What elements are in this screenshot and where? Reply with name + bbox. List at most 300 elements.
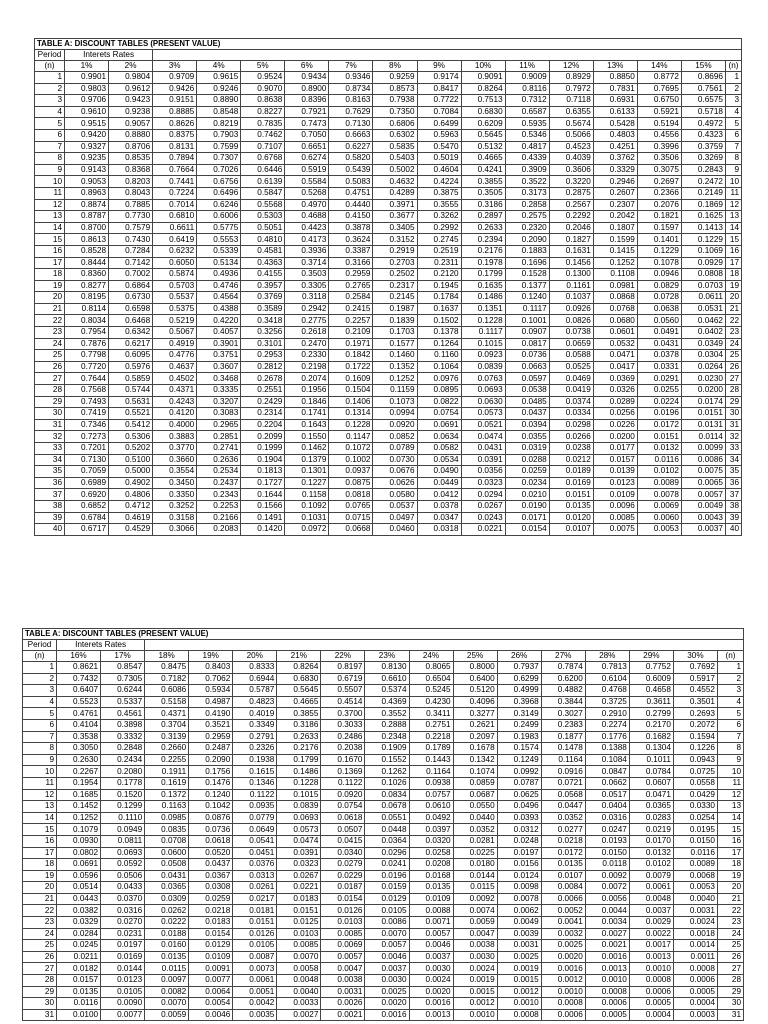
discount-factor-cell: 0.0107 — [541, 870, 585, 882]
discount-factor-cell: 0.0086 — [365, 917, 409, 929]
discount-factor-cell: 0.8696 — [681, 72, 725, 84]
table-title: TABLE A: DISCOUNT TABLES (PRESENT VALUE) — [23, 629, 189, 640]
discount-factor-cell: 0.2218 — [409, 731, 453, 743]
period-cell-right: 4 — [725, 106, 741, 118]
discount-factor-cell: 0.0008 — [673, 963, 717, 975]
discount-factor-cell: 0.8613 — [65, 234, 109, 246]
period-cell-right: 17 — [717, 847, 743, 859]
table-row — [23, 975, 744, 987]
discount-factor-cell: 0.0802 — [57, 847, 101, 859]
discount-factor-cell: 0.5507 — [321, 685, 365, 697]
discount-factor-cell: 0.0059 — [145, 1009, 189, 1021]
period-cell: 11 — [23, 777, 57, 789]
discount-factor-cell: 0.8195 — [65, 292, 109, 304]
table-row — [23, 731, 744, 743]
discount-factor-cell: 0.0568 — [541, 789, 585, 801]
rate-header: 4% — [197, 61, 241, 72]
discount-factor-cell: 0.0090 — [101, 998, 145, 1010]
discount-factor-cell: 0.0151 — [637, 431, 681, 443]
table-row — [23, 963, 744, 975]
discount-factor-cell: 0.0017 — [629, 940, 673, 952]
discount-factor-cell: 0.7692 — [673, 662, 717, 674]
discount-factor-cell: 0.0115 — [453, 882, 497, 894]
discount-factor-cell: 0.1599 — [593, 234, 637, 246]
discount-factor-cell: 0.0365 — [145, 882, 189, 894]
period-cell-right: 25 — [717, 940, 743, 952]
discount-factor-cell: 0.2487 — [189, 743, 233, 755]
discount-factor-cell: 0.0109 — [189, 951, 233, 963]
discount-factor-cell: 0.4761 — [57, 708, 101, 720]
discount-factor-cell: 0.2575 — [505, 211, 549, 223]
table-title: TABLE A: DISCOUNT TABLES (PRESENT VALUE) — [35, 39, 197, 50]
period-cell-right: 21 — [717, 893, 743, 905]
discount-factor-cell: 0.0049 — [681, 500, 725, 512]
discount-factor-cell: 0.5874 — [153, 269, 197, 281]
discount-factor-cell: 0.2120 — [417, 269, 461, 281]
discount-factor-cell: 0.8963 — [65, 187, 109, 199]
discount-factor-cell: 0.2311 — [417, 257, 461, 269]
table-row — [35, 524, 742, 536]
interest-label-row — [23, 640, 744, 651]
discount-factor-cell: 0.4936 — [197, 269, 241, 281]
discount-factor-cell: 0.5835 — [373, 141, 417, 153]
period-cell-right: 8 — [717, 743, 743, 755]
discount-factor-cell: 0.0447 — [541, 801, 585, 813]
discount-factor-cell: 0.0329 — [57, 917, 101, 929]
discount-factor-cell: 0.3677 — [373, 211, 417, 223]
discount-factor-cell: 0.0224 — [637, 396, 681, 408]
table-row — [23, 847, 744, 859]
discount-factor-cell: 0.0491 — [637, 327, 681, 339]
discount-factor-cell: 0.0241 — [365, 859, 409, 871]
discount-factor-cell: 0.3186 — [277, 719, 321, 731]
discount-factor-cell: 0.0037 — [629, 905, 673, 917]
discount-factor-cell: 0.2843 — [681, 164, 725, 176]
discount-factor-cell: 0.9524 — [241, 72, 285, 84]
discount-factor-cell: 0.3555 — [417, 199, 461, 211]
discount-factor-cell: 0.0177 — [593, 443, 637, 455]
period-cell: 32 — [35, 431, 65, 443]
discount-factor-cell: 0.9327 — [65, 141, 109, 153]
discount-factor-cell: 0.0721 — [541, 777, 585, 789]
discount-factor-cell: 0.0005 — [673, 986, 717, 998]
discount-factor-cell: 0.4423 — [285, 222, 329, 234]
discount-factor-cell: 0.2415 — [329, 303, 373, 315]
discount-factor-cell: 0.1415 — [593, 245, 637, 257]
discount-factor-cell: 0.0600 — [145, 847, 189, 859]
discount-factor-cell: 0.0949 — [101, 824, 145, 836]
discount-factor-cell: 0.1252 — [593, 257, 637, 269]
discount-factor-cell: 0.1625 — [681, 211, 725, 223]
discount-factor-cell: 0.7050 — [285, 129, 329, 141]
discount-factor-cell: 0.0004 — [673, 998, 717, 1010]
discount-factor-cell: 0.0364 — [365, 835, 409, 847]
discount-factor-cell: 0.0231 — [101, 928, 145, 940]
discount-factor-cell: 0.0938 — [409, 777, 453, 789]
discount-factor-cell: 0.9235 — [65, 153, 109, 165]
period-cell: 22 — [35, 315, 65, 327]
discount-factor-cell: 0.3252 — [153, 500, 197, 512]
discount-factor-cell: 0.0630 — [461, 396, 505, 408]
discount-factor-cell: 0.0412 — [417, 489, 461, 501]
table-row — [23, 824, 744, 836]
discount-factor-cell: 0.1342 — [453, 754, 497, 766]
discount-factor-cell: 0.0135 — [57, 986, 101, 998]
discount-factor-cell: 0.1999 — [241, 443, 285, 455]
discount-factor-cell: 0.1491 — [241, 512, 285, 524]
discount-factor-cell: 0.0105 — [233, 940, 277, 952]
discount-factor-cell: 0.0072 — [585, 882, 629, 894]
discount-factor-cell: 0.0126 — [321, 905, 365, 917]
discount-factor-cell: 0.3066 — [153, 524, 197, 536]
discount-factor-cell: 0.0169 — [101, 951, 145, 963]
discount-factor-cell: 0.7629 — [329, 106, 373, 118]
discount-factor-cell: 0.0298 — [549, 419, 593, 431]
period-cell: 6 — [23, 719, 57, 731]
discount-factor-cell: 0.8000 — [453, 662, 497, 674]
discount-factor-cell: 0.0079 — [629, 870, 673, 882]
period-cell-right: 3 — [725, 95, 741, 107]
discount-factor-cell: 0.8621 — [57, 662, 101, 674]
discount-factor-cell: 0.6355 — [549, 106, 593, 118]
period-cell-right: 6 — [717, 719, 743, 731]
discount-factor-cell: 0.1682 — [629, 731, 673, 743]
discount-factor-cell: 0.2486 — [321, 731, 365, 743]
discount-factor-cell: 0.1262 — [365, 766, 409, 778]
discount-factor-cell: 0.1520 — [101, 789, 145, 801]
discount-factor-cell: 0.0151 — [549, 489, 593, 501]
discount-factor-cell: 0.0262 — [145, 905, 189, 917]
rate-header: 3% — [153, 61, 197, 72]
discount-factor-cell: 0.0875 — [329, 477, 373, 489]
discount-factor-cell: 0.0736 — [189, 824, 233, 836]
period-cell-right: 31 — [717, 1009, 743, 1021]
discount-factor-cell: 0.6750 — [637, 95, 681, 107]
discount-factor-cell: 0.7312 — [505, 95, 549, 107]
period-cell: 3 — [35, 95, 65, 107]
discount-factor-cell: 0.0415 — [321, 835, 365, 847]
discount-factor-cell: 0.5674 — [549, 118, 593, 130]
discount-factor-cell: 0.5744 — [109, 385, 153, 397]
discount-factor-cell: 0.0288 — [505, 454, 549, 466]
discount-factor-cell: 0.0659 — [549, 338, 593, 350]
discount-factor-cell: 0.1954 — [57, 777, 101, 789]
discount-factor-cell: 0.1163 — [145, 801, 189, 813]
discount-factor-cell: 0.9091 — [461, 72, 505, 84]
discount-factor-cell: 0.1839 — [373, 315, 417, 327]
discount-factor-cell: 0.1486 — [461, 292, 505, 304]
discount-factor-cell: 0.0006 — [541, 1009, 585, 1021]
discount-factor-cell: 0.1443 — [409, 754, 453, 766]
discount-factor-cell: 0.0027 — [277, 1009, 321, 1021]
table-row — [23, 893, 744, 905]
discount-factor-cell: 0.4323 — [681, 129, 725, 141]
discount-factor-cell: 0.1938 — [233, 754, 277, 766]
discount-factor-cell: 0.0349 — [681, 338, 725, 350]
discount-factor-cell: 0.6931 — [593, 95, 637, 107]
discount-factor-cell: 0.4776 — [153, 350, 197, 362]
discount-factor-cell: 0.1727 — [241, 477, 285, 489]
discount-factor-cell: 0.5859 — [109, 373, 153, 385]
discount-factor-cell: 0.1069 — [681, 245, 725, 257]
discount-factor-cell: 0.0757 — [409, 789, 453, 801]
discount-factor-cell: 0.2633 — [461, 222, 505, 234]
discount-factor-cell: 0.0053 — [673, 882, 717, 894]
discount-factor-cell: 0.0316 — [585, 812, 629, 824]
discount-factor-cell: 0.0054 — [189, 998, 233, 1010]
discount-factor-cell: 0.7493 — [65, 396, 109, 408]
table-row — [23, 859, 744, 871]
discount-factor-cell: 0.2083 — [197, 524, 241, 536]
discount-factor-cell: 0.0994 — [373, 408, 417, 420]
table-row — [23, 835, 744, 847]
discount-factor-cell: 0.0058 — [277, 963, 321, 975]
discount-factor-cell: 0.4970 — [285, 199, 329, 211]
discount-factor-cell: 0.0129 — [189, 940, 233, 952]
discount-factor-cell: 0.0808 — [681, 269, 725, 281]
discount-factor-cell: 0.0308 — [189, 882, 233, 894]
period-cell: 16 — [35, 245, 65, 257]
discount-factor-cell: 0.0404 — [585, 801, 629, 813]
discount-factor-cell: 0.0365 — [629, 801, 673, 813]
table-row — [35, 477, 742, 489]
period-cell: 24 — [35, 338, 65, 350]
discount-factor-cell: 0.5521 — [109, 408, 153, 420]
discount-factor-cell: 0.3759 — [681, 141, 725, 153]
discount-factor-cell: 0.1084 — [585, 754, 629, 766]
discount-factor-cell: 0.2630 — [57, 754, 101, 766]
discount-factor-cell: 0.6246 — [197, 199, 241, 211]
discount-factor-cell: 0.5132 — [461, 141, 505, 153]
discount-factor-cell: 0.7720 — [65, 361, 109, 373]
discount-factor-cell: 0.0331 — [637, 361, 681, 373]
discount-factor-cell: 0.7938 — [373, 95, 417, 107]
discount-factor-cell: 0.0920 — [321, 789, 365, 801]
discount-factor-cell: 0.2660 — [145, 743, 189, 755]
discount-factor-cell: 0.1031 — [285, 512, 329, 524]
discount-factor-cell: 0.0033 — [277, 998, 321, 1010]
discount-factor-cell: 0.0100 — [57, 1009, 101, 1021]
discount-factor-cell: 0.1983 — [497, 731, 541, 743]
discount-factor-cell: 0.1379 — [285, 454, 329, 466]
discount-factor-cell: 0.0573 — [277, 824, 321, 836]
period-cell-right: 22 — [725, 315, 741, 327]
period-cell-right: 32 — [725, 431, 741, 443]
period-cell: 25 — [35, 350, 65, 362]
discount-factor-cell: 0.0091 — [189, 963, 233, 975]
discount-factor-cell: 0.0013 — [585, 963, 629, 975]
discount-factor-cell: 0.2888 — [365, 719, 409, 731]
discount-factor-cell: 0.2499 — [497, 719, 541, 731]
discount-factor-cell: 0.8548 — [197, 106, 241, 118]
period-cell: 15 — [35, 234, 65, 246]
discount-factor-cell: 0.0225 — [453, 847, 497, 859]
discount-factor-cell: 0.0014 — [673, 940, 717, 952]
period-cell: 13 — [23, 801, 57, 813]
discount-factor-cell: 0.6104 — [585, 673, 629, 685]
discount-factor-cell: 0.0092 — [453, 893, 497, 905]
discount-factor-cell: 0.0318 — [417, 524, 461, 536]
discount-factor-cell: 0.0020 — [365, 998, 409, 1010]
discount-factor-cell: 0.0053 — [637, 524, 681, 536]
discount-factor-cell: 0.4514 — [321, 696, 365, 708]
period-cell: 30 — [35, 408, 65, 420]
discount-factor-cell: 0.0057 — [681, 489, 725, 501]
discount-factor-cell: 0.0135 — [409, 882, 453, 894]
discount-factor-cell: 0.2551 — [241, 385, 285, 397]
discount-factor-cell: 0.0040 — [277, 986, 321, 998]
period-cell: 9 — [35, 164, 65, 176]
discount-factor-cell: 0.2274 — [585, 719, 629, 731]
discount-factor-cell: 0.0326 — [593, 385, 637, 397]
discount-factor-cell: 0.7561 — [681, 83, 725, 95]
discount-factor-cell: 0.1378 — [417, 327, 461, 339]
discount-factor-cell: 0.4806 — [109, 489, 153, 501]
discount-factor-cell: 0.0309 — [145, 893, 189, 905]
discount-factor-cell: 0.7350 — [373, 106, 417, 118]
discount-factor-cell: 0.0254 — [673, 812, 717, 824]
period-cell: 19 — [35, 280, 65, 292]
discount-factor-cell: 0.2314 — [241, 408, 285, 420]
discount-factor-cell: 0.1821 — [637, 211, 681, 223]
discount-factor-cell: 0.3033 — [321, 719, 365, 731]
discount-factor-cell: 0.4803 — [593, 129, 637, 141]
discount-factor-cell: 0.0330 — [673, 801, 717, 813]
discount-factor-cell: 0.4243 — [153, 396, 197, 408]
rate-header: 30% — [673, 651, 717, 662]
discount-factor-cell: 0.0691 — [417, 419, 461, 431]
discount-factor-cell: 0.0264 — [681, 361, 725, 373]
discount-factor-cell: 0.8333 — [233, 662, 277, 674]
discount-factor-cell: 0.0075 — [681, 466, 725, 478]
discount-factor-cell: 0.0601 — [593, 327, 637, 339]
discount-factor-cell: 0.0234 — [505, 477, 549, 489]
discount-factor-cell: 0.1784 — [417, 292, 461, 304]
discount-factor-cell: 0.7014 — [153, 199, 197, 211]
discount-factor-cell: 0.0784 — [629, 766, 673, 778]
discount-factor-cell: 0.2383 — [541, 719, 585, 731]
discount-factor-cell: 0.7130 — [65, 454, 109, 466]
rate-header: 15% — [681, 61, 725, 72]
discount-factor-cell: 0.0189 — [549, 466, 593, 478]
discount-factor-cell: 0.0868 — [593, 292, 637, 304]
discount-factor-cell: 0.2919 — [373, 245, 417, 257]
period-cell: 26 — [23, 951, 57, 963]
discount-factor-cell: 0.0057 — [321, 951, 365, 963]
discount-factor-cell: 0.0078 — [637, 489, 681, 501]
discount-factor-cell: 0.4523 — [549, 141, 593, 153]
period-cell-right: 13 — [717, 801, 743, 813]
discount-factor-cell: 0.0021 — [321, 1009, 365, 1021]
discount-factor-cell: 0.0247 — [585, 824, 629, 836]
table-row — [35, 164, 742, 176]
period-cell: 2 — [35, 83, 65, 95]
discount-factor-cell: 0.6830 — [461, 106, 505, 118]
discount-factor-cell: 0.5553 — [197, 234, 241, 246]
discount-factor-cell: 0.3269 — [681, 153, 725, 165]
period-cell: 21 — [35, 303, 65, 315]
discount-factor-cell: 0.3521 — [189, 719, 233, 731]
table-row — [35, 385, 742, 397]
period-cell-right: 33 — [725, 443, 741, 455]
discount-factor-cell: 0.3714 — [285, 257, 329, 269]
interest-rates-label: Interets Rates — [57, 640, 145, 651]
period-cell-right: 19 — [725, 280, 741, 292]
period-cell-right: 19 — [717, 870, 743, 882]
discount-factor-cell: 0.0625 — [497, 789, 541, 801]
period-cell: 14 — [35, 222, 65, 234]
table-row — [35, 269, 742, 281]
discount-factor-cell: 0.1122 — [321, 777, 365, 789]
discount-factor-cell: 0.2678 — [241, 373, 285, 385]
discount-factor-cell: 0.1314 — [329, 408, 373, 420]
discount-factor-cell: 0.0172 — [637, 419, 681, 431]
discount-factor-cell: 0.5245 — [409, 685, 453, 697]
period-cell: 14 — [23, 812, 57, 824]
discount-factor-cell: 0.0019 — [453, 975, 497, 987]
discount-factor-cell: 0.2693 — [673, 708, 717, 720]
discount-factor-cell: 0.1299 — [101, 801, 145, 813]
period-cell-right: 15 — [717, 824, 743, 836]
discount-factor-cell: 0.1352 — [373, 361, 417, 373]
discount-factor-cell: 0.0005 — [585, 1009, 629, 1021]
discount-factor-cell: 0.0312 — [497, 824, 541, 836]
discount-factor-cell: 0.1227 — [285, 477, 329, 489]
discount-factor-cell: 0.1574 — [497, 743, 541, 755]
discount-factor-cell: 0.0062 — [497, 905, 541, 917]
discount-factor-cell: 0.4604 — [417, 164, 461, 176]
discount-factor-cell: 0.0046 — [365, 951, 409, 963]
discount-factor-cell: 0.3522 — [505, 176, 549, 188]
discount-factor-cell: 0.4688 — [285, 211, 329, 223]
discount-factor-cell: 0.0226 — [593, 419, 637, 431]
discount-factor-cell: 0.0088 — [409, 905, 453, 917]
discount-factor-cell: 0.1756 — [189, 766, 233, 778]
period-cell-right: 25 — [725, 350, 741, 362]
table-row — [35, 350, 742, 362]
discount-factor-cell: 0.7107 — [241, 141, 285, 153]
discount-factor-cell: 0.8929 — [549, 72, 593, 84]
period-cell-right: 12 — [717, 789, 743, 801]
discount-factor-cell: 0.4712 — [109, 500, 153, 512]
discount-factor-cell: 0.0319 — [505, 443, 549, 455]
discount-factor-cell: 0.0085 — [277, 940, 321, 952]
discount-factor-cell: 0.0156 — [497, 859, 541, 871]
discount-factor-cell: 0.6274 — [285, 153, 329, 165]
discount-factor-cell: 0.5019 — [417, 153, 461, 165]
rate-header: 5% — [241, 61, 285, 72]
period-cell: 25 — [23, 940, 57, 952]
discount-factor-cell: 0.9174 — [417, 72, 461, 84]
discount-factor-cell: 0.0144 — [101, 963, 145, 975]
discount-factor-cell: 0.0715 — [329, 512, 373, 524]
discount-factor-cell: 0.6830 — [277, 673, 321, 685]
discount-factor-cell: 0.6587 — [505, 106, 549, 118]
discount-factor-cell: 0.7284 — [109, 245, 153, 257]
rate-header-row — [23, 651, 744, 662]
discount-factor-cell: 0.0057 — [409, 928, 453, 940]
discount-factor-cell: 0.5523 — [57, 696, 101, 708]
discount-factor-cell: 0.0391 — [277, 847, 321, 859]
discount-factor-cell: 0.4371 — [153, 385, 197, 397]
discount-factor-cell: 0.8043 — [109, 187, 153, 199]
discount-factor-cell: 0.4371 — [145, 708, 189, 720]
discount-factor-cell: 0.0182 — [57, 963, 101, 975]
discount-factor-cell: 0.7462 — [241, 129, 285, 141]
discount-factor-cell: 0.8403 — [189, 662, 233, 674]
period-cell-right: 23 — [725, 327, 741, 339]
discount-factor-cell: 0.2851 — [197, 431, 241, 443]
